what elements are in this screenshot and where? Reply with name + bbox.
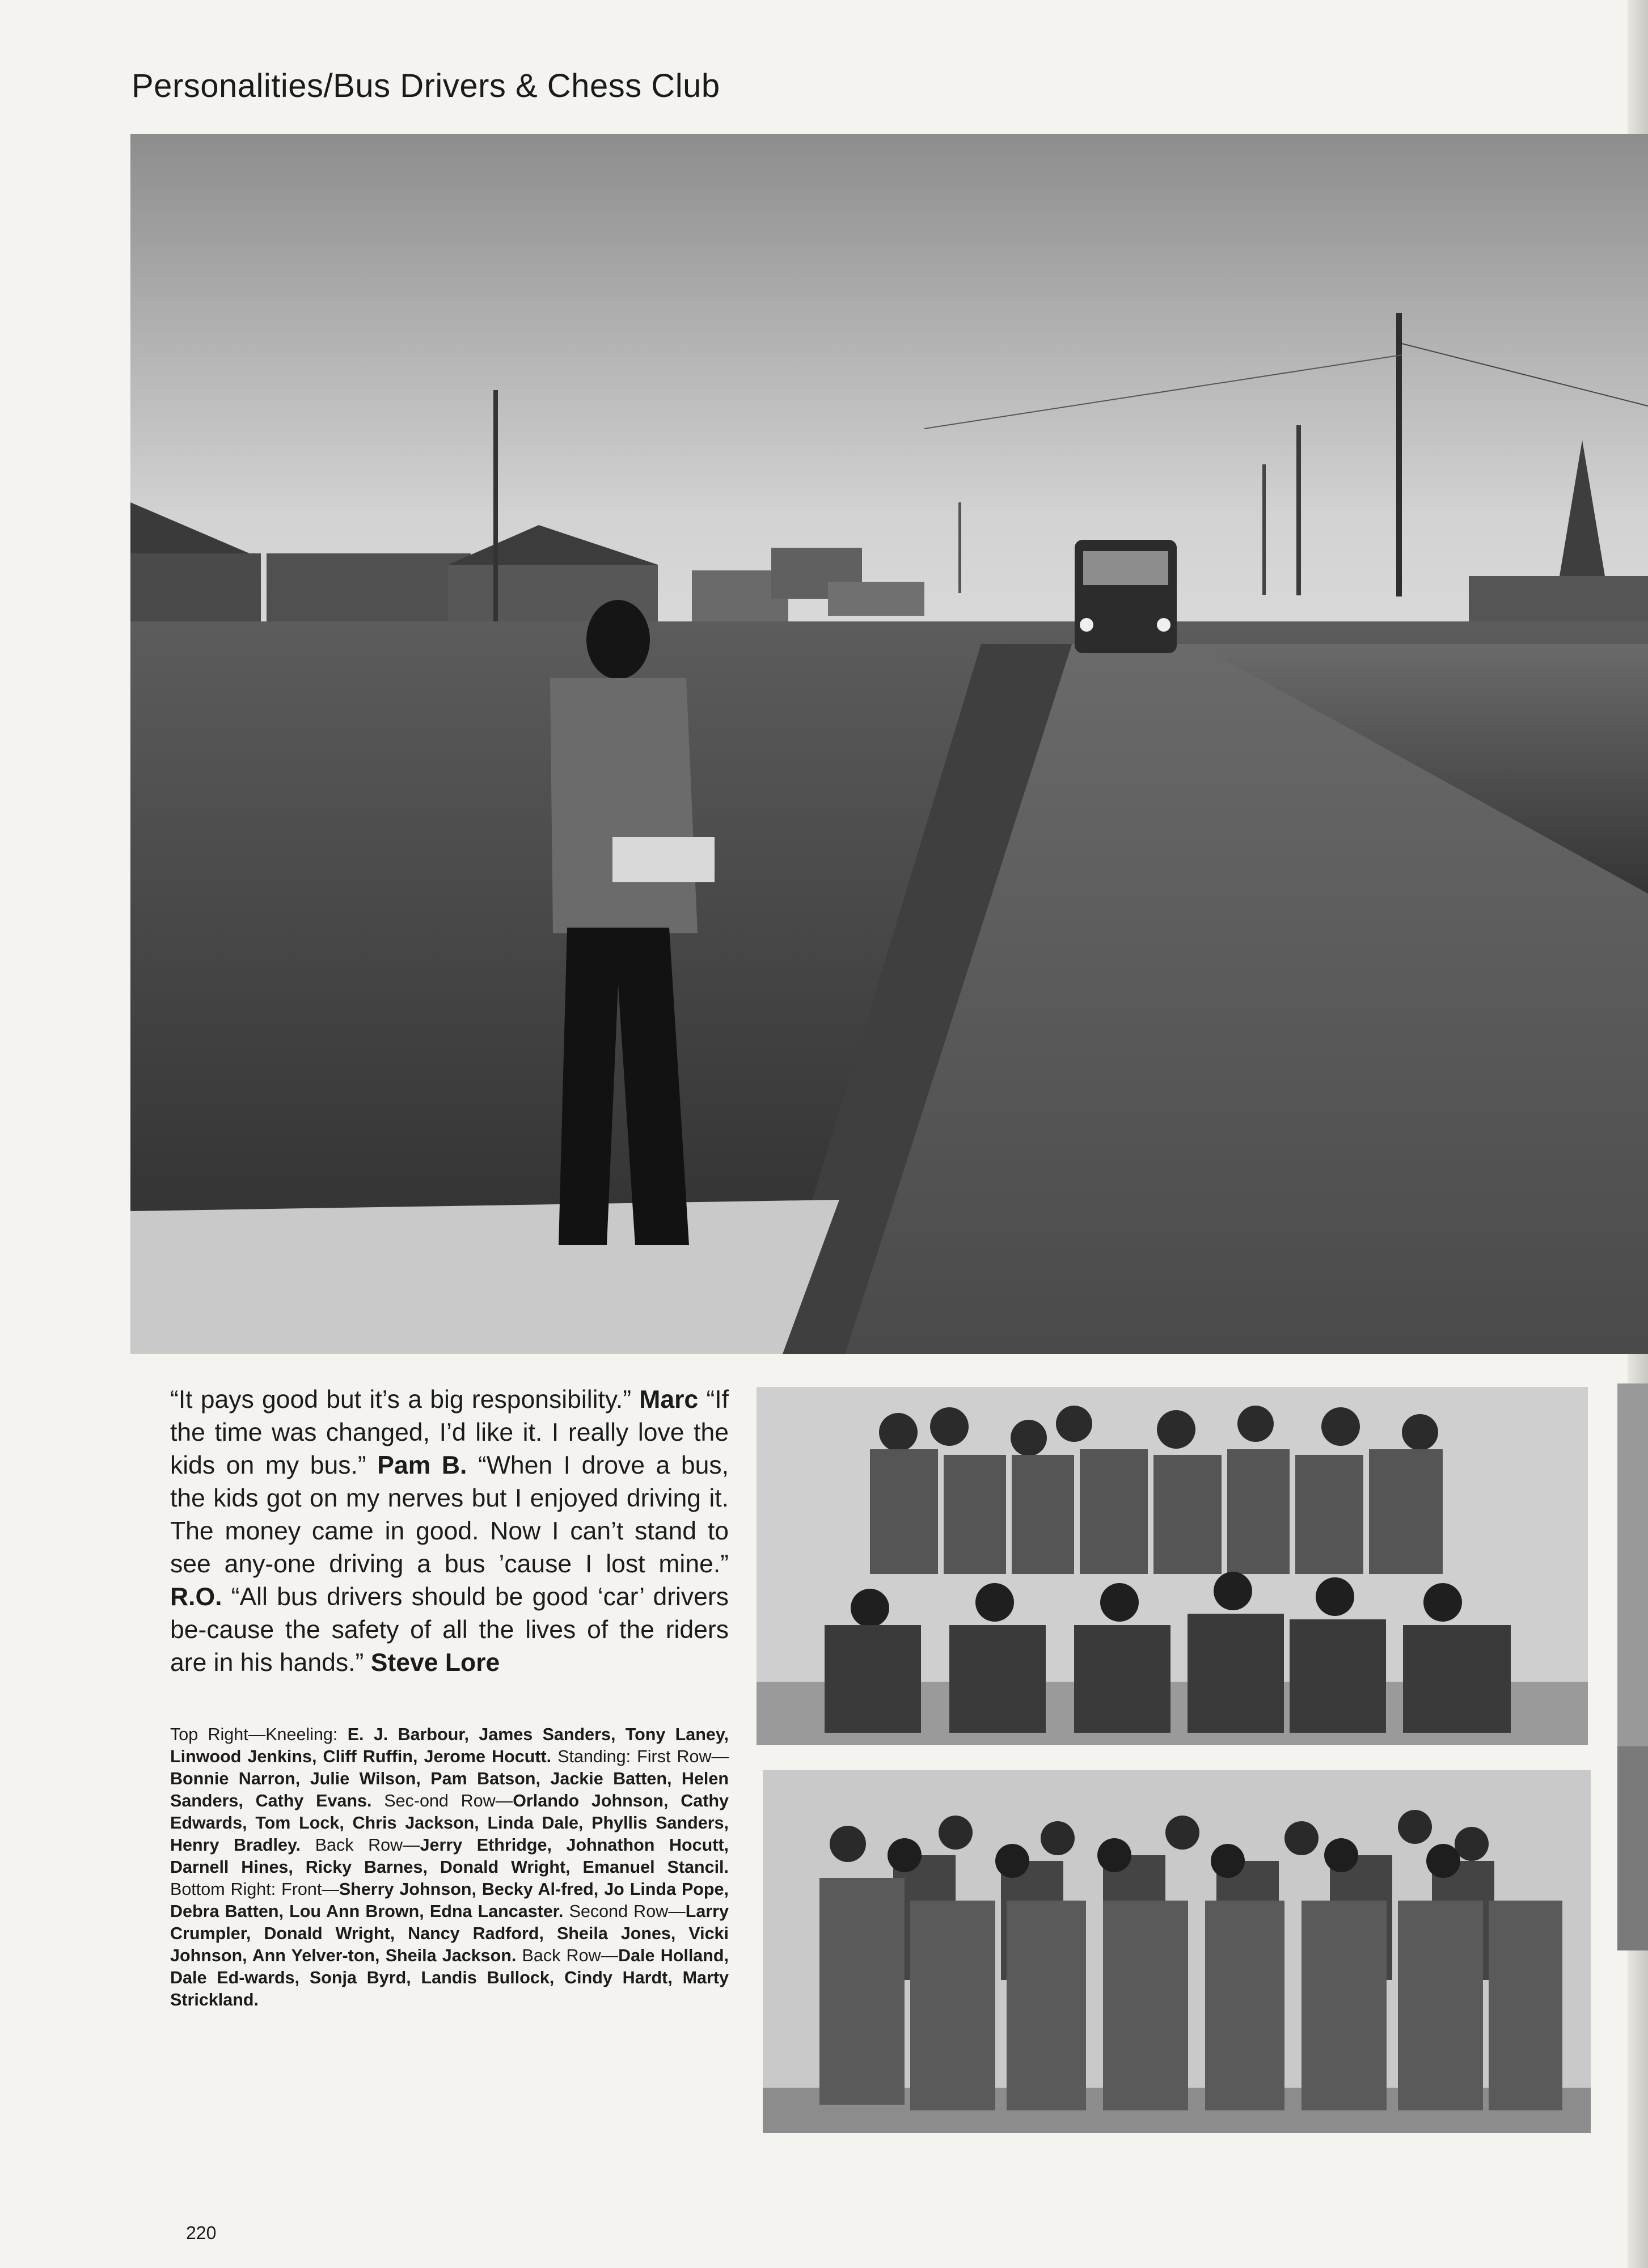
caption-names: Larry Crumpler, Donald Wright, Nancy Radford, Sheila Jones, Vicki Johnson, Ann Yelver-ton, Sheila Jackson. <box>170 1902 729 1965</box>
group-photo-top-right <box>757 1387 1588 1745</box>
driver-quotes <box>170 1383 729 1679</box>
caption-names: Jerry Ethridge, Johnathon Hocutt, Darnell Hines, Ricky Barnes, Donald Wright, Emanuel Stancil. <box>170 1835 729 1877</box>
page-number: 220 <box>186 2223 217 2243</box>
photo-caption <box>170 1724 729 2011</box>
caption-text: Back Row— <box>301 1835 420 1855</box>
caption-text: Sec-ond Row— <box>371 1791 513 1810</box>
quote-text: “If the time was changed, I’d like it. I really love the kids on my bus.” <box>170 1386 729 1479</box>
caption-text: Second Row— <box>563 1902 686 1921</box>
adjacent-page-photo-edge <box>1617 1383 1648 1950</box>
caption-names: Sherry Johnson, Becky Al-fred, Jo Linda Pope, Debra Batten, Lou Ann Brown, Edna Lancaster. <box>170 1880 729 1921</box>
caption-text: Top Right—Kneeling: <box>170 1725 348 1744</box>
caption-text: Bottom Right: Front— <box>170 1880 339 1899</box>
caption-text: Back Row— <box>516 1946 619 1965</box>
quote-text: “It pays good but it’s a big responsibility.” <box>170 1386 632 1414</box>
quote-text: “All bus drivers should be good ‘car’ drivers be-cause the safety of all the lives of the riders are in his hands.” <box>170 1583 729 1677</box>
quote-speaker: R.O. <box>170 1583 222 1611</box>
quote-speaker: Marc <box>639 1386 699 1414</box>
group-photo-bottom-right <box>763 1770 1591 2133</box>
quote-speaker: Steve Lore <box>370 1649 500 1677</box>
quote-speaker: Pam B. <box>377 1452 467 1479</box>
caption-names: Dale Holland, Dale Ed-wards, Sonja Byrd, Landis Bullock, Cindy Hardt, Marty Strickland. <box>170 1946 729 2009</box>
page-heading: Personalities/Bus Drivers & Chess Club <box>132 67 720 104</box>
quote-text: “When I drove a bus, the kids got on my nerves but I enjoyed driving it. The money came in good. Now I can’t stand to see any-one driving a bus ’cause I lost mine.” <box>170 1452 729 1578</box>
caption-names: Bonnie Narron, Julie Wilson, Pam Batson, Jackie Batten, Helen Sanders, Cathy Evans. <box>170 1769 729 1810</box>
caption-names: E. J. Barbour, James Sanders, Tony Laney, Linwood Jenkins, Cliff Ruffin, Jerome Hocutt. <box>170 1725 729 1766</box>
caption-text: Standing: First Row— <box>551 1747 729 1766</box>
caption-names: Orlando Johnson, Cathy Edwards, Tom Lock, Chris Jackson, Linda Dale, Phyllis Sanders, Henry Bradley. <box>170 1791 729 1855</box>
bus-stop-photo <box>130 134 1648 1354</box>
